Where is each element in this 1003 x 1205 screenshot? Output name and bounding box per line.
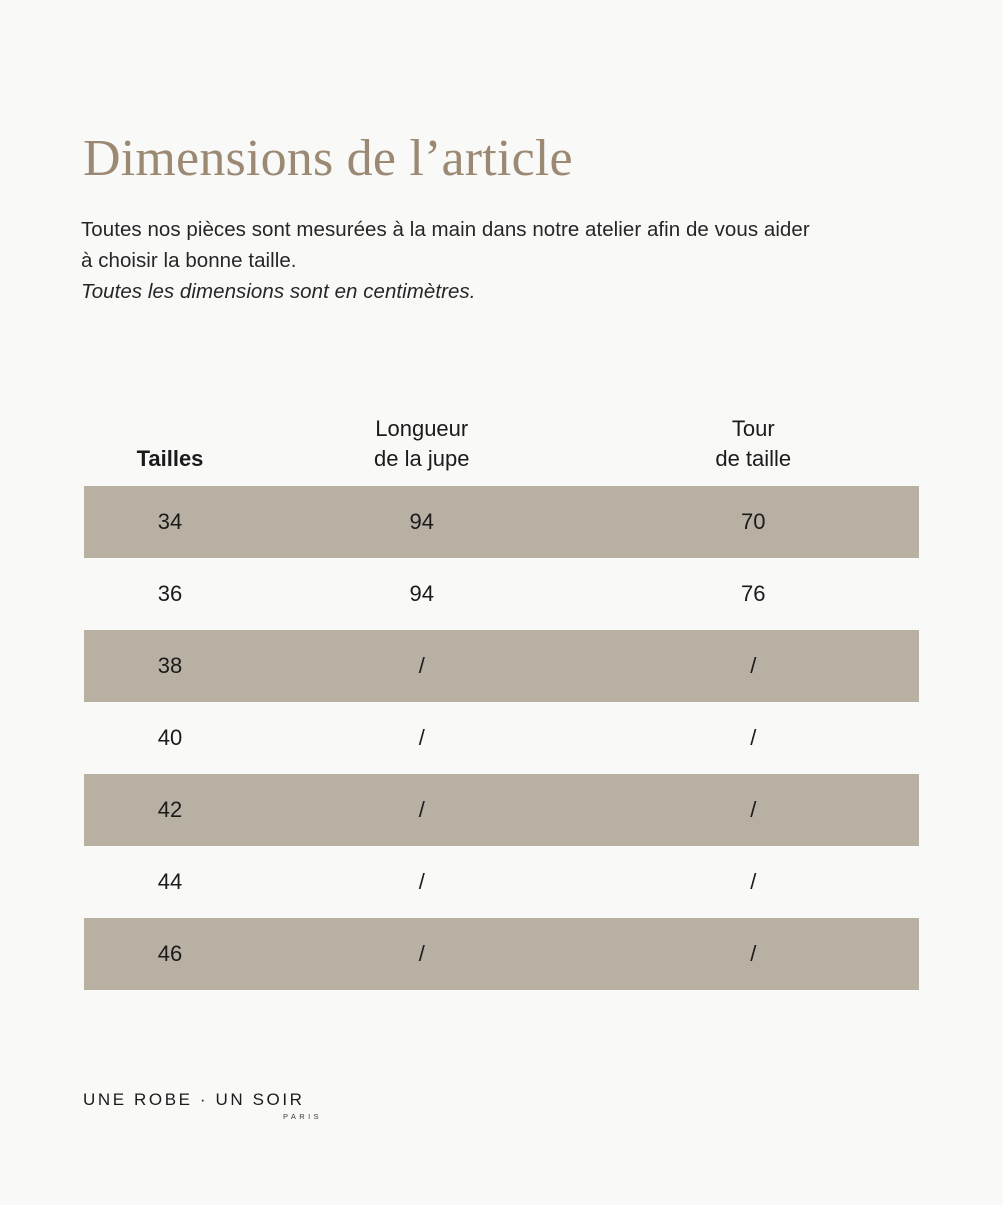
- intro-line-2: à choisir la bonne taille.: [81, 249, 297, 272]
- intro-line-1: Toutes nos pièces sont mesurées à la main dans notre atelier afin de vous aider: [81, 218, 810, 241]
- cell-waist: /: [750, 797, 757, 822]
- column-header-waist-line1: Tour: [731, 416, 775, 441]
- measurements-table: [84, 394, 919, 990]
- intro-units-note: Toutes les dimensions sont en centimètres.: [81, 280, 476, 303]
- table-row: [84, 486, 919, 558]
- cell-waist: /: [750, 941, 757, 966]
- brand-name: UNE ROBE · UN SOIR: [83, 1090, 305, 1109]
- table-row: [84, 558, 919, 630]
- table-row: [84, 846, 919, 918]
- cell-skirt-length: /: [418, 725, 425, 750]
- cell-size: 44: [157, 869, 183, 894]
- table-row: [84, 774, 919, 846]
- cell-skirt-length: 94: [409, 581, 434, 606]
- cell-skirt-length: /: [418, 653, 425, 678]
- table-header-row: [84, 394, 919, 486]
- cell-skirt-length: /: [418, 797, 425, 822]
- cell-skirt-length: /: [418, 869, 425, 894]
- cell-waist: 76: [741, 581, 766, 606]
- cell-waist: /: [750, 653, 757, 678]
- brand-logo: [83, 1090, 323, 1122]
- cell-size: 40: [157, 725, 183, 750]
- cell-size: 38: [157, 653, 183, 678]
- column-header-waist-line2: de taille: [715, 446, 792, 471]
- column-header-skirt-length-line2: de la jupe: [374, 446, 470, 471]
- column-header-sizes: [84, 444, 256, 486]
- brand-city: PARIS: [283, 1112, 322, 1121]
- cell-size: 34: [157, 509, 183, 534]
- table-row: [84, 630, 919, 702]
- page-title: Dimensions de l’article: [83, 130, 573, 187]
- intro-text-block: [81, 214, 941, 307]
- cell-size: 46: [157, 941, 183, 966]
- cell-waist: /: [750, 725, 757, 750]
- cell-waist: /: [750, 869, 757, 894]
- table-row: [84, 702, 919, 774]
- column-header-skirt-length-line1: Longueur: [375, 416, 469, 441]
- column-header-sizes-line1: Tailles: [136, 446, 204, 471]
- cell-skirt-length: /: [418, 941, 425, 966]
- cell-size: 36: [157, 581, 183, 606]
- column-header-waist: [588, 414, 920, 486]
- column-header-skirt-length: [256, 414, 588, 486]
- cell-size: 42: [157, 797, 183, 822]
- table-row: [84, 918, 919, 990]
- cell-skirt-length: 94: [409, 509, 434, 534]
- cell-waist: 70: [741, 509, 766, 534]
